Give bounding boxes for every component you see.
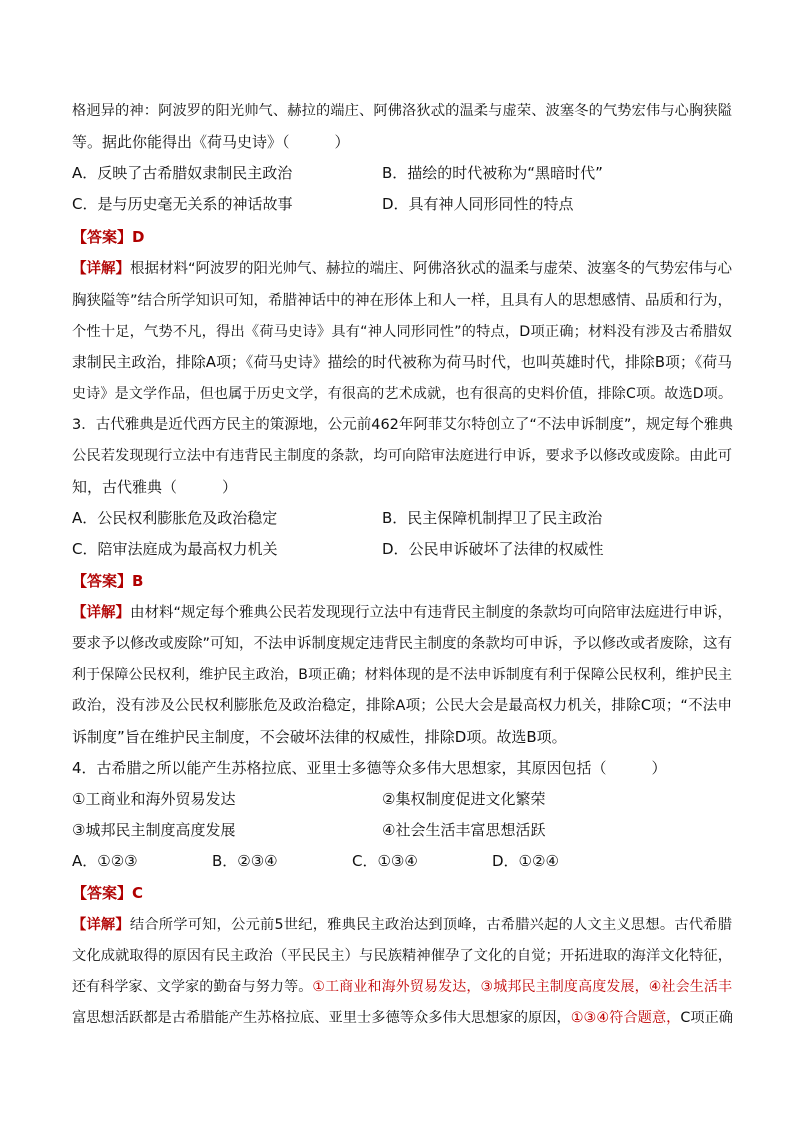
q2-option-b: B．描绘的时代被称为“黑暗时代”: [382, 164, 603, 182]
q2-option-d: D．具有神人同形同性的特点: [382, 195, 574, 213]
q3-option-a: A．公民权利膨胀危及政治稳定: [72, 509, 278, 527]
q3-stem-line-3: 知，古代雅典（ ）: [72, 478, 238, 496]
q3-detail-line-5: 诉制度”旨在维护民主制度，不会破坏法律的权威性，排除D项。故选B项。: [72, 728, 567, 746]
q2-detail-line-3: 个性十足，气势不凡，得出《荷马史诗》具有“神人同形同性”的特点，D项正确；材料没有涉及古希腊奴: [72, 324, 732, 340]
q2-stem-line-1: 格迥异的神：阿波罗的阳光帅气、赫拉的端庄、阿佛洛狄忒的温柔与虚荣、波塞冬的气势宏伟与心胸狭隘: [72, 103, 732, 119]
answer-tag: 【答案】: [72, 572, 133, 590]
detail-highlight: ①③④符合题意，: [570, 1010, 681, 1026]
q2-detail-line-2: 胸狭隘等”结合所学知识可知，希腊神话中的神在形体上和人一样，且具有人的思想感情、品质和行为，: [72, 293, 733, 309]
q3-detail-line-3: 利于保障公民权利，维护民主政治，B项正确；材料体现的是不法申诉制度有利于保障公民权利，维护民主: [72, 667, 732, 683]
detail-tag: 【详解】: [72, 261, 130, 277]
q2-detail-line-5: 史诗》是文学作品，但也属于历史文学，有很高的艺术成就，也有很高的史料价值，排除C项。故选D项。: [72, 386, 732, 402]
q3-stem-line-1: 3．古代雅典是近代西方民主的策源地，公元前462年阿菲艾尔特创立了“不法申诉制度”，规定每个雅典: [72, 417, 733, 433]
q2-option-a: A．反映了古希腊奴隶制民主政治: [72, 164, 293, 182]
q4-detail-line-4: [72, 1008, 732, 1028]
q4-item-2: ②集权制度促进文化繁荣: [382, 790, 546, 808]
q4-answer: [72, 883, 732, 903]
answer-value: C: [132, 884, 144, 902]
q4-stem-line-1: 4．古希腊之所以能产生苏格拉底、亚里士多德等众多伟大思想家，其原因包括（ ）: [72, 759, 667, 777]
q4-item-3: ③城邦民主制度高度发展: [72, 821, 236, 839]
detail-highlight: ①工商业和海外贸易发达，③城邦民主制度高度发展，④社会生活丰: [312, 979, 732, 995]
detail-tag: 【详解】: [72, 605, 130, 621]
detail-text: 结合所学可知，公元前5世纪，雅典民主政治达到顶峰，古希腊兴起的人文主义思想。古代希腊: [129, 917, 732, 933]
q4-detail-line-1: [72, 915, 732, 935]
answer-tag: 【答案】: [72, 884, 133, 902]
detail-text: 富思想活跃都是古希腊能产生苏格拉底、亚里士多德等众多伟大思想家的原因，: [72, 1010, 571, 1026]
answer-value: D: [132, 228, 145, 246]
q2-option-c: C．是与历史毫无关系的神话故事: [72, 195, 293, 213]
q4-detail-line-2: 文化成就取得的原因有民主政治（平民民主）与民族精神催孕了文化的自觉；开拓进取的海洋文化特征，: [72, 948, 732, 964]
q2-detail-line-4: 隶制民主政治，排除A项；《荷马史诗》描绘的时代被称为荷马时代，也叫英雄时代，排除B项；《荷马: [72, 354, 732, 371]
answer-value: B: [132, 572, 144, 590]
q4-item-1: ①工商业和海外贸易发达: [72, 790, 236, 808]
answer-tag: 【答案】: [72, 228, 133, 246]
q2-answer: [72, 227, 732, 247]
q4-option-d: D．①②④: [492, 852, 559, 870]
q3-detail-line-4: 政治，没有涉及公民权利膨胀危及政治稳定，排除A项；公民大会是最高权力机关，排除C项；“不法申: [72, 698, 732, 714]
q2-stem-line-2: 等。据此你能得出《荷马史诗》（ ）: [72, 133, 350, 151]
q4-item-4: ④社会生活丰富思想活跃: [382, 821, 546, 839]
q3-detail-line-1: [72, 603, 732, 623]
q4-option-b: B．②③④: [212, 852, 278, 870]
q4-option-a: A．①②③: [72, 852, 138, 870]
q4-detail-line-3: [72, 977, 732, 997]
q3-option-d: D．公民申诉破坏了法律的权威性: [382, 540, 604, 558]
detail-tag: 【详解】: [72, 917, 130, 933]
q2-detail-line-1: [72, 259, 732, 279]
q3-detail-line-2: 要求予以修改或废除”可知，不法申诉制度规定违背民主制度的条款均可申诉，予以修改或者废除，这有: [72, 636, 733, 652]
detail-text: 根据材料“阿波罗的阳光帅气、赫拉的端庄、阿佛洛狄忒的温柔与虚荣、波塞冬的气势宏伟与心: [130, 261, 733, 277]
detail-text-end: C项正确: [680, 1010, 734, 1026]
detail-text: 还有科学家、文学家的勤奋与努力等。: [72, 979, 313, 995]
q4-option-c: C．①③④: [352, 852, 418, 870]
q3-option-b: B．民主保障机制捍卫了民主政治: [382, 509, 603, 527]
q3-stem-line-2: 公民若发现现行立法中有违背民主制度的条款，均可向陪审法庭进行申诉，要求予以修改或废除。由此可: [72, 448, 732, 464]
q3-option-c: C．陪审法庭成为最高权力机关: [72, 540, 278, 558]
detail-text: 由材料“规定每个雅典公民若发现现行立法中有违背民主制度的条款均可向陪审法庭进行申诉，: [130, 605, 733, 621]
q3-answer: [72, 571, 732, 591]
